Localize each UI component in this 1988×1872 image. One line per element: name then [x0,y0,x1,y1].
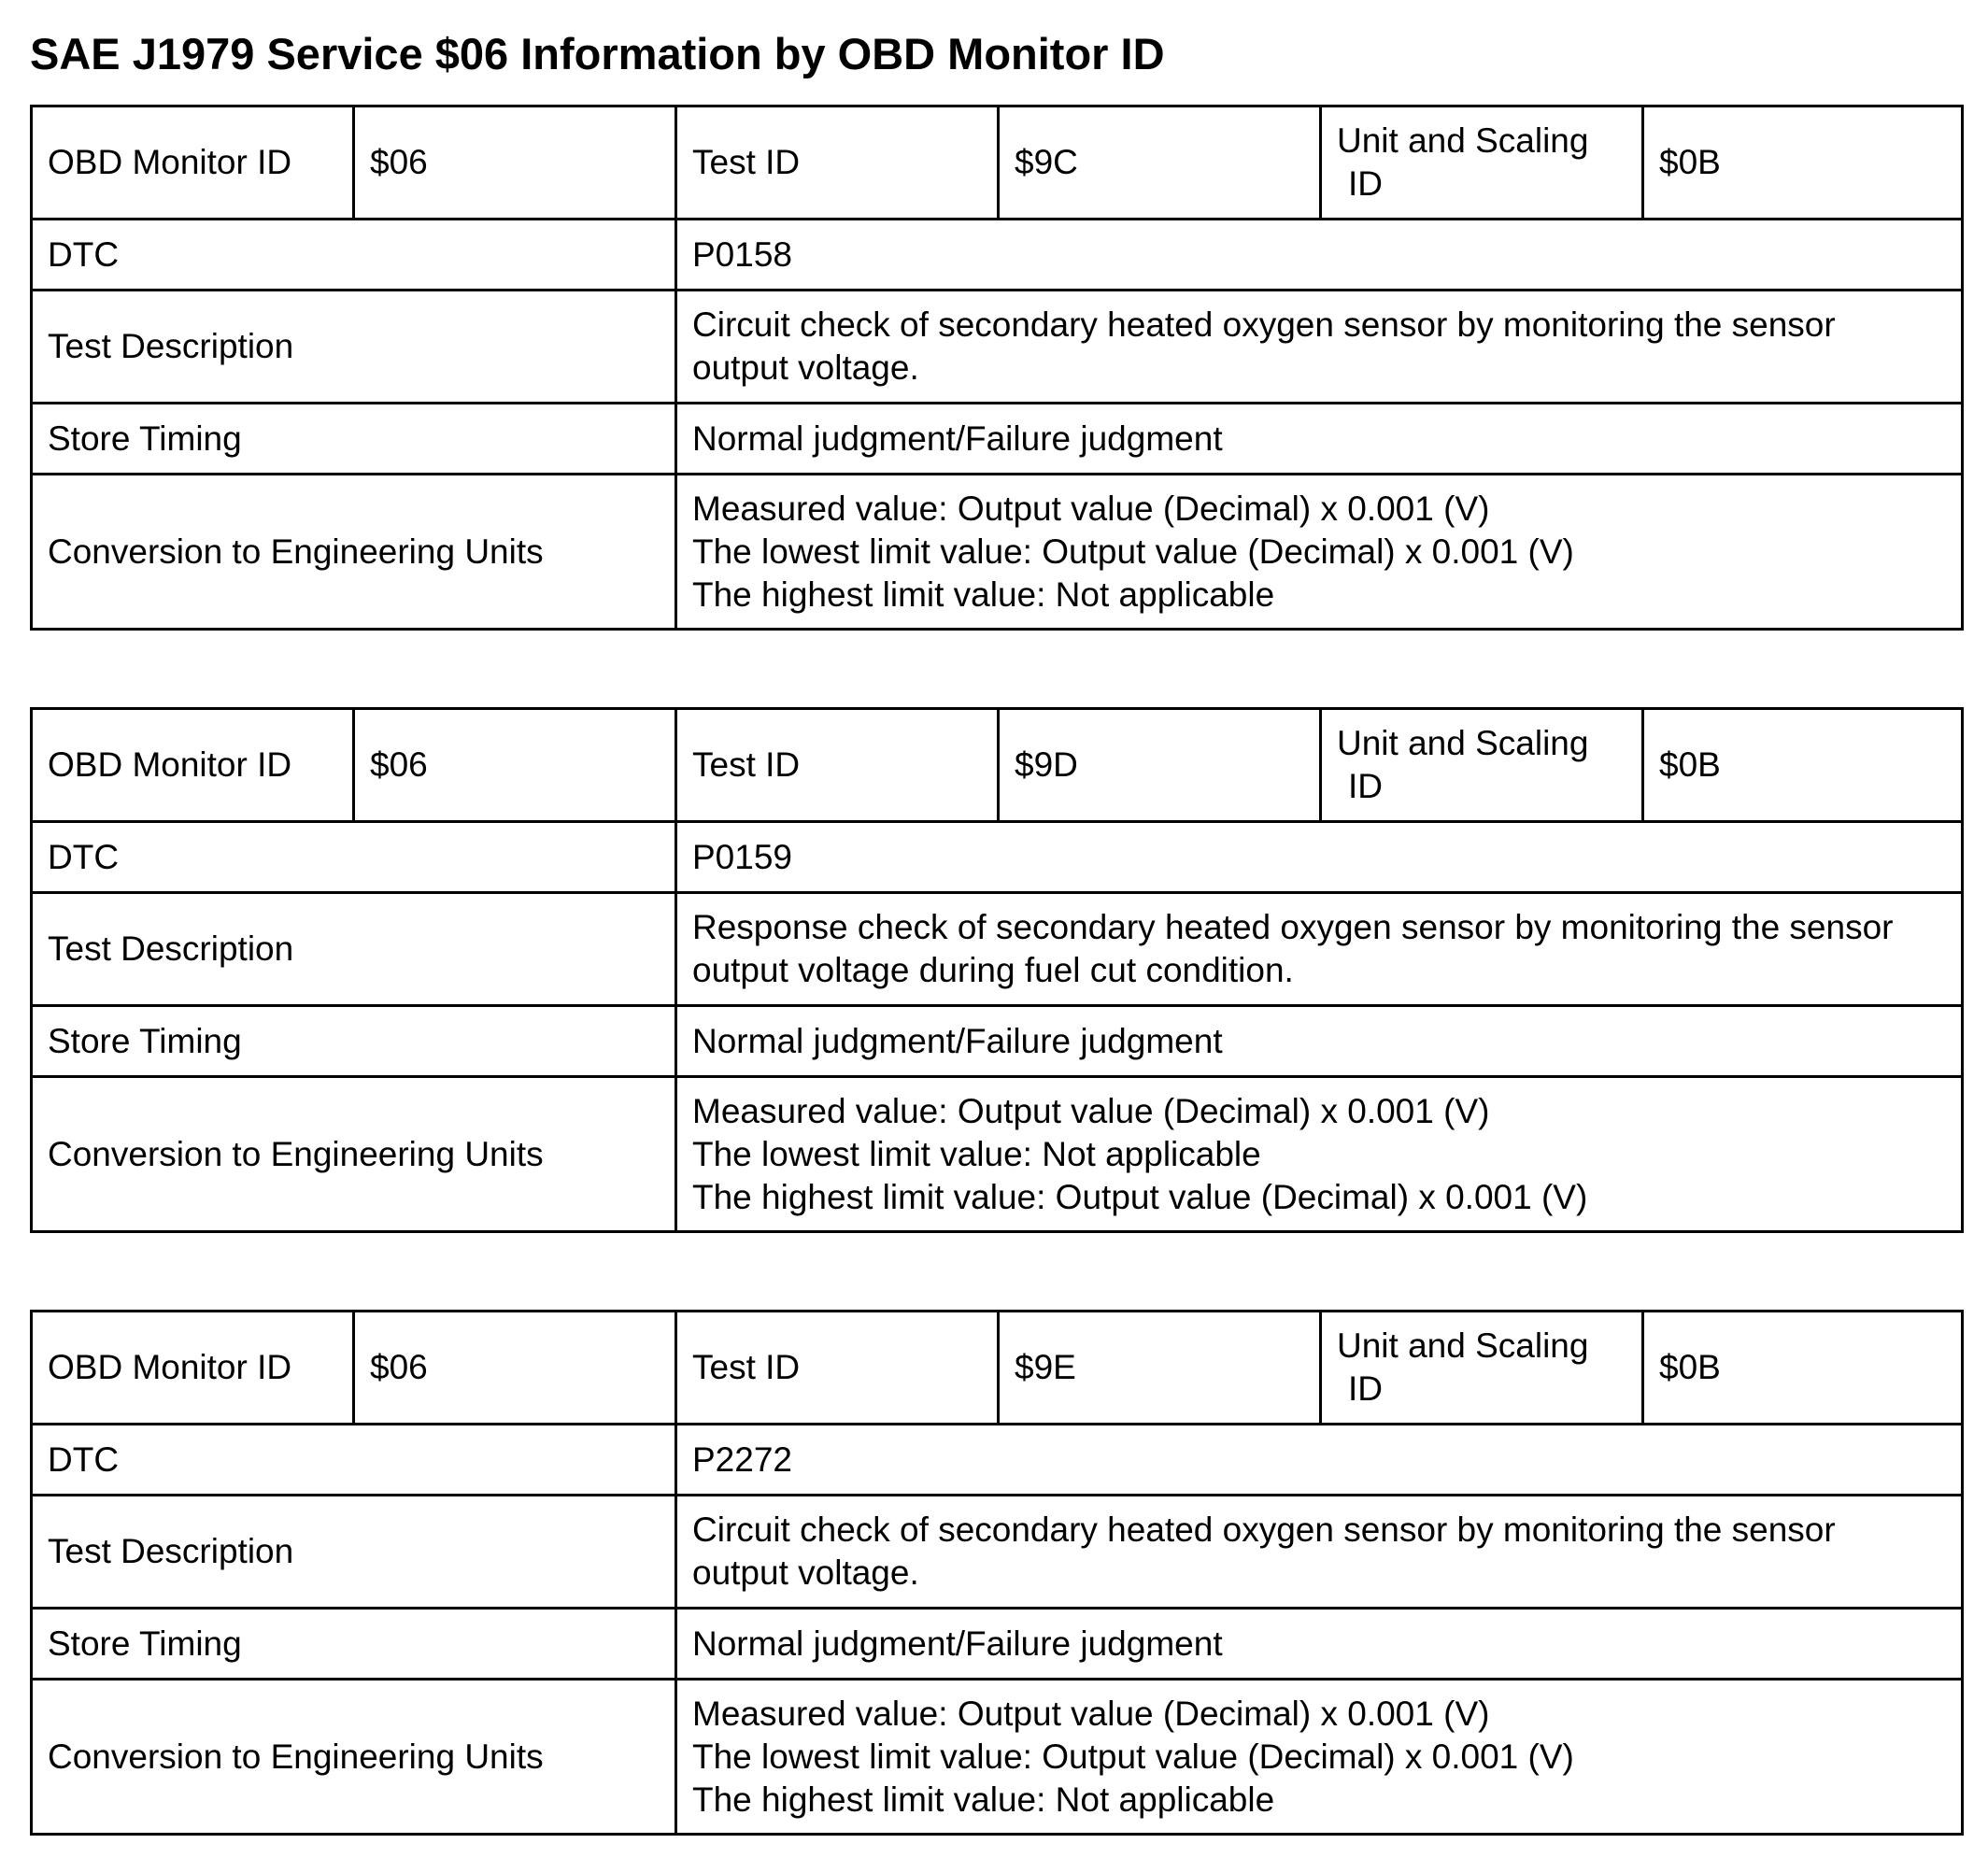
obd-monitor-id-label: OBD Monitor ID [32,1312,354,1425]
unit-scaling-label-line: ID [1348,1369,1383,1408]
store-timing-label: Store Timing [32,1006,676,1077]
conversion-row [32,1680,1963,1835]
test-description-row [32,1496,1963,1609]
store-timing-value: Normal judgment/Failure judgment [676,1609,1963,1680]
test-description-value [676,1496,1963,1609]
store-timing-row [32,404,1963,475]
test-description-value [676,291,1963,404]
conversion-label: Conversion to Engineering Units [32,1077,676,1232]
store-timing-label: Store Timing [32,404,676,475]
unit-scaling-id-label [1321,1312,1643,1425]
test-id-value: $9D [999,709,1321,822]
conversion-row [32,1077,1963,1232]
unit-scaling-id-label [1321,709,1643,822]
test-description-label: Test Description [32,291,676,404]
description-line: output voltage. [692,1553,919,1592]
monitor-table [30,105,1964,631]
test-id-label: Test ID [676,1312,999,1425]
conversion-label: Conversion to Engineering Units [32,475,676,630]
conversion-line: The lowest limit value: Output value (Decimal) x 0.001 (V) [692,532,1574,571]
test-id-label: Test ID [676,106,999,220]
description-line: Response check of secondary heated oxygen sensor by monitoring the sensor [692,908,1894,946]
conversion-line: The lowest limit value: Not applicable [692,1134,1261,1173]
page-title: SAE J1979 Service $06 Information by OBD Monitor ID [30,29,1165,78]
test-description-label: Test Description [32,1496,676,1609]
unit-scaling-id-label [1321,106,1643,220]
unit-scaling-id-value: $0B [1643,709,1963,822]
unit-scaling-label-line: ID [1348,164,1383,203]
obd-monitor-id-label: OBD Monitor ID [32,709,354,822]
store-timing-row [32,1609,1963,1680]
unit-scaling-label-line: Unit and Scaling [1337,724,1589,762]
test-description-row [32,291,1963,404]
dtc-label: DTC [32,220,676,291]
store-timing-value: Normal judgment/Failure judgment [676,404,1963,475]
description-line: Circuit check of secondary heated oxygen sensor by monitoring the sensor [692,1510,1836,1549]
conversion-line: Measured value: Output value (Decimal) x 0.001 (V) [692,1694,1490,1733]
dtc-row [32,1425,1963,1496]
unit-scaling-id-value: $0B [1643,106,1963,220]
dtc-label: DTC [32,822,676,893]
header-row [32,1312,1963,1425]
description-line: output voltage during fuel cut condition. [692,951,1294,989]
conversion-label: Conversion to Engineering Units [32,1680,676,1835]
conversion-line: The lowest limit value: Output value (Decimal) x 0.001 (V) [692,1737,1574,1776]
conversion-row [32,475,1963,630]
description-line: Circuit check of secondary heated oxygen sensor by monitoring the sensor [692,305,1836,344]
dtc-label: DTC [32,1425,676,1496]
conversion-line: The highest limit value: Not applicable [692,1780,1275,1819]
test-description-value [676,893,1963,1006]
conversion-line: The highest limit value: Output value (Decimal) x 0.001 (V) [692,1177,1588,1216]
header-row [32,106,1963,220]
conversion-value [676,1077,1963,1232]
monitor-table [30,707,1964,1233]
obd-monitor-id-value: $06 [354,1312,676,1425]
test-description-row [32,893,1963,1006]
dtc-row [32,220,1963,291]
store-timing-row [32,1006,1963,1077]
header-row [32,709,1963,822]
store-timing-value: Normal judgment/Failure judgment [676,1006,1963,1077]
unit-scaling-label-line: Unit and Scaling [1337,121,1589,160]
dtc-value: P0158 [676,220,1963,291]
unit-scaling-id-value: $0B [1643,1312,1963,1425]
dtc-row [32,822,1963,893]
monitor-table [30,1310,1964,1836]
store-timing-label: Store Timing [32,1609,676,1680]
test-id-value: $9E [999,1312,1321,1425]
dtc-value: P0159 [676,822,1963,893]
obd-monitor-id-value: $06 [354,709,676,822]
test-description-label: Test Description [32,893,676,1006]
conversion-line: Measured value: Output value (Decimal) x 0.001 (V) [692,1091,1490,1130]
description-line: output voltage. [692,348,919,387]
conversion-value [676,1680,1963,1835]
unit-scaling-label-line: ID [1348,767,1383,805]
obd-monitor-id-label: OBD Monitor ID [32,106,354,220]
obd-monitor-id-value: $06 [354,106,676,220]
conversion-value [676,475,1963,630]
conversion-line: Measured value: Output value (Decimal) x 0.001 (V) [692,489,1490,528]
test-id-value: $9C [999,106,1321,220]
conversion-line: The highest limit value: Not applicable [692,574,1275,614]
test-id-label: Test ID [676,709,999,822]
dtc-value: P2272 [676,1425,1963,1496]
unit-scaling-label-line: Unit and Scaling [1337,1326,1589,1365]
